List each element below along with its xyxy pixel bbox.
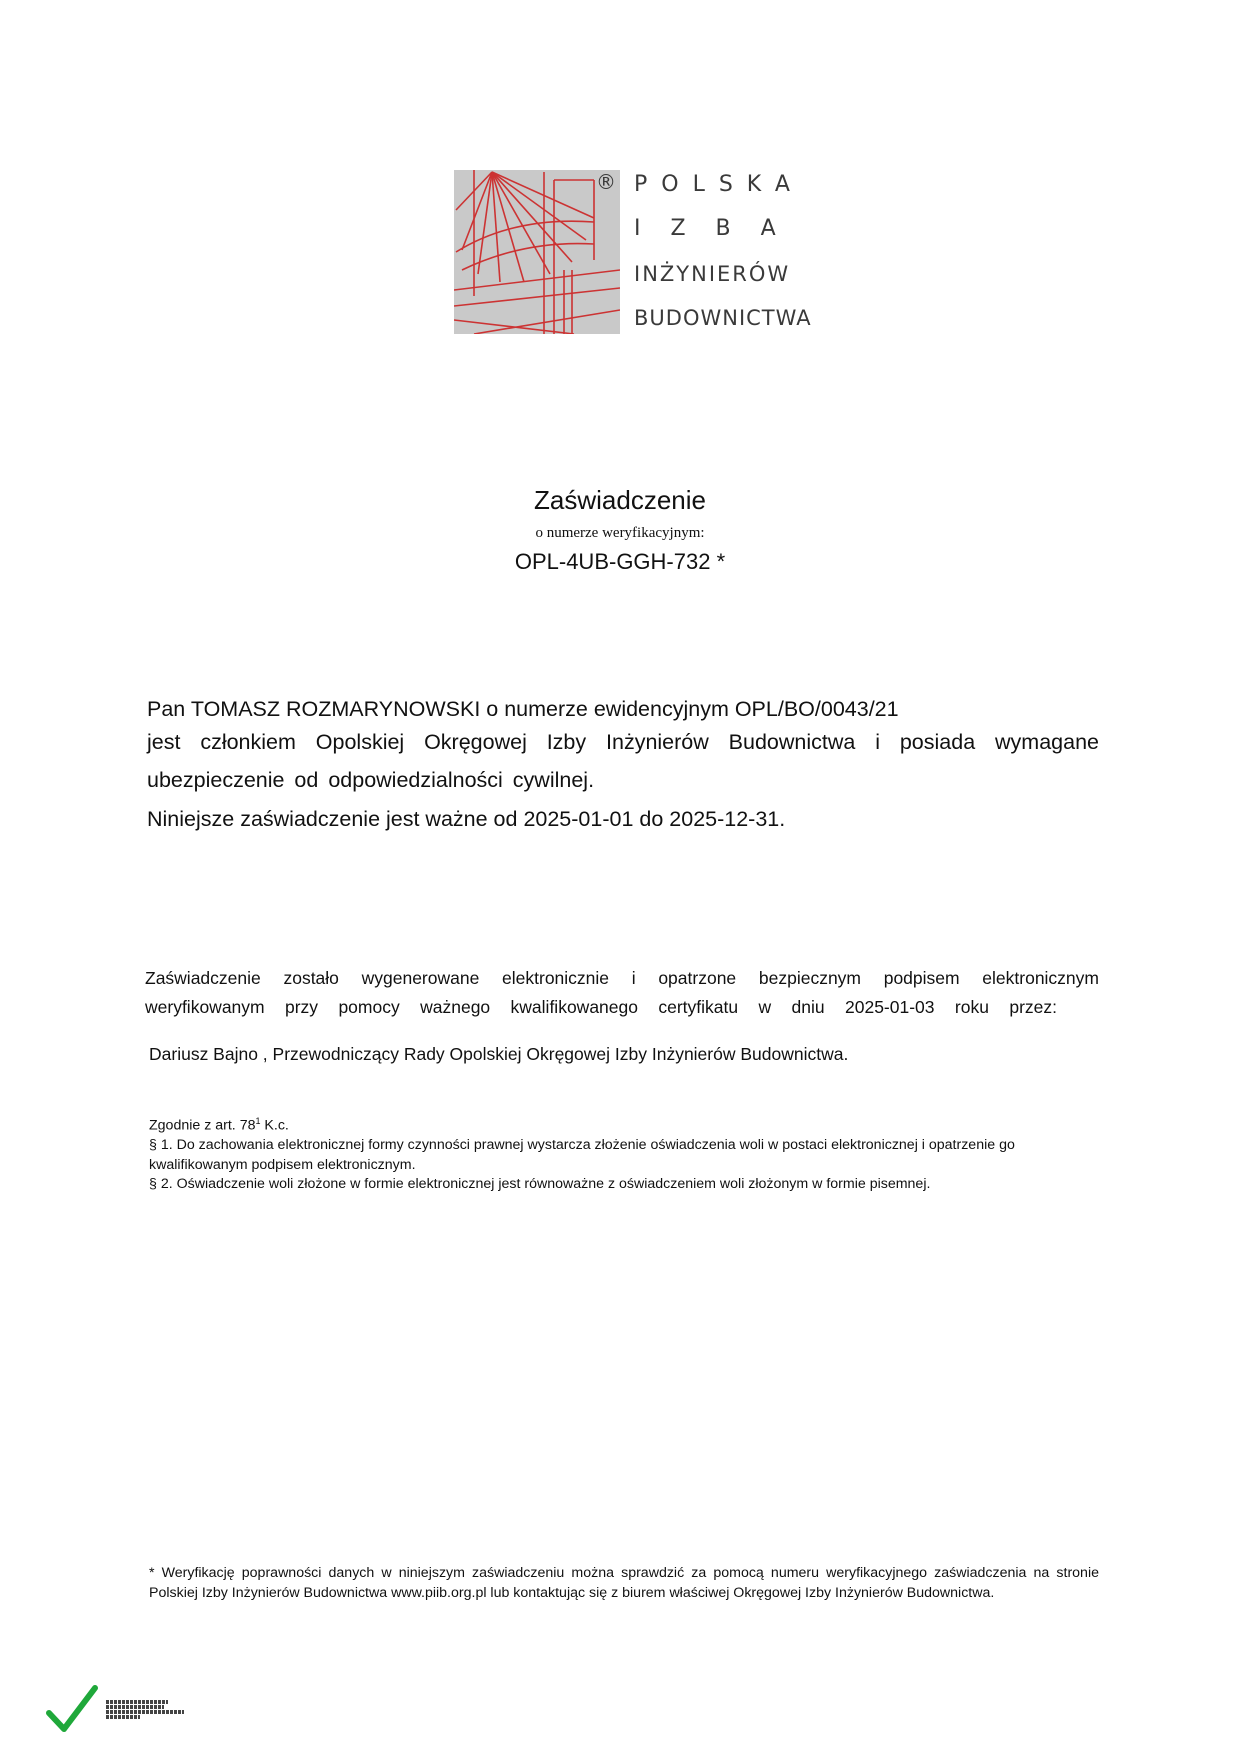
signature-statement-line2: weryfikowanym przy pomocy ważnego kwalifikowanego certyfikatu w dniu 2025-01-03 roku przez: — [145, 997, 1057, 1017]
piib-logo-mark — [454, 170, 620, 334]
legal-intro — [149, 1112, 1099, 1136]
signature-statement — [145, 964, 1099, 1022]
logo-line-polska: POLSKA — [634, 172, 804, 197]
legal-basis — [149, 1112, 1099, 1195]
legal-paragraph-2: § 2. Oświadczenie woli złożone w formie elektronicznej jest równoważne z oświadczeniem woli złożonym w formie pisemnej. — [149, 1176, 931, 1193]
checkmark-icon — [46, 1683, 98, 1735]
legal-intro-prefix: Zgodnie z art. 78 — [149, 1117, 256, 1134]
signer-name: Dariusz Bajno , Przewodniczący Rady Opolskiej Okręgowej Izby Inżynierów Budownictwa. — [149, 1044, 849, 1064]
signature-statement-line1: Zaświadczenie zostało wygenerowane elektronicznie i opatrzone bezpiecznym podpisem elektronicznym — [145, 968, 1099, 988]
insurance-line: ubezpieczenie od odpowiedzialności cywilnej. — [147, 768, 595, 792]
document-subtitle: o numerze weryfikacyjnym: — [535, 525, 705, 541]
registered-mark: ® — [596, 170, 616, 194]
logo-line-izba: IZBA — [634, 216, 806, 241]
piib-logo-graphic — [454, 170, 620, 334]
membership-line: jest członkiem Opolskiej Okręgowej Izby Inżynierów Budownictwa i posiada wymagane — [147, 730, 1099, 754]
legal-paragraph-1: § 1. Do zachowania elektronicznej formy czynności prawnej wystarcza złożenie oświadczenia woli w postaci elektronicznej i opatrzenie go kwalifikowanym podpisem elektronicznym. — [149, 1137, 1015, 1173]
logo-line-budownictwa: BUDOWNICTWA — [634, 306, 812, 330]
legal-intro-suffix: K.c. — [260, 1117, 289, 1134]
legal-intro-sup: 1 — [255, 1116, 261, 1126]
verification-number: OPL-4UB-GGH-732 * — [514, 549, 726, 574]
member-line: Pan TOMASZ ROZMARYNOWSKI o numerze ewidencyjnym OPL/BO/0043/21 — [147, 697, 899, 721]
validity-line: Niniejsze zaświadczenie jest ważne od 2025-01-01 do 2025-12-31. — [147, 807, 786, 831]
document-title: Zaświadczenie — [534, 485, 706, 515]
verification-footnote: * Weryfikację poprawności danych w niniejszym zaświadczeniu można sprawdzić za pomocą numeru weryfikacyjnego zaświadczenia na stronie Polskiej Izby Inżynierów Budownictwa www.piib.org.pl lub kontaktując się z biurem właściwej Okręgowej Izby Inżynierów Budownictwa. — [149, 1565, 1099, 1601]
digital-signature-stamp-text — [106, 1700, 186, 1719]
logo-line-inzynierow: INŻYNIERÓW — [634, 262, 791, 286]
piib-logo — [454, 170, 812, 336]
